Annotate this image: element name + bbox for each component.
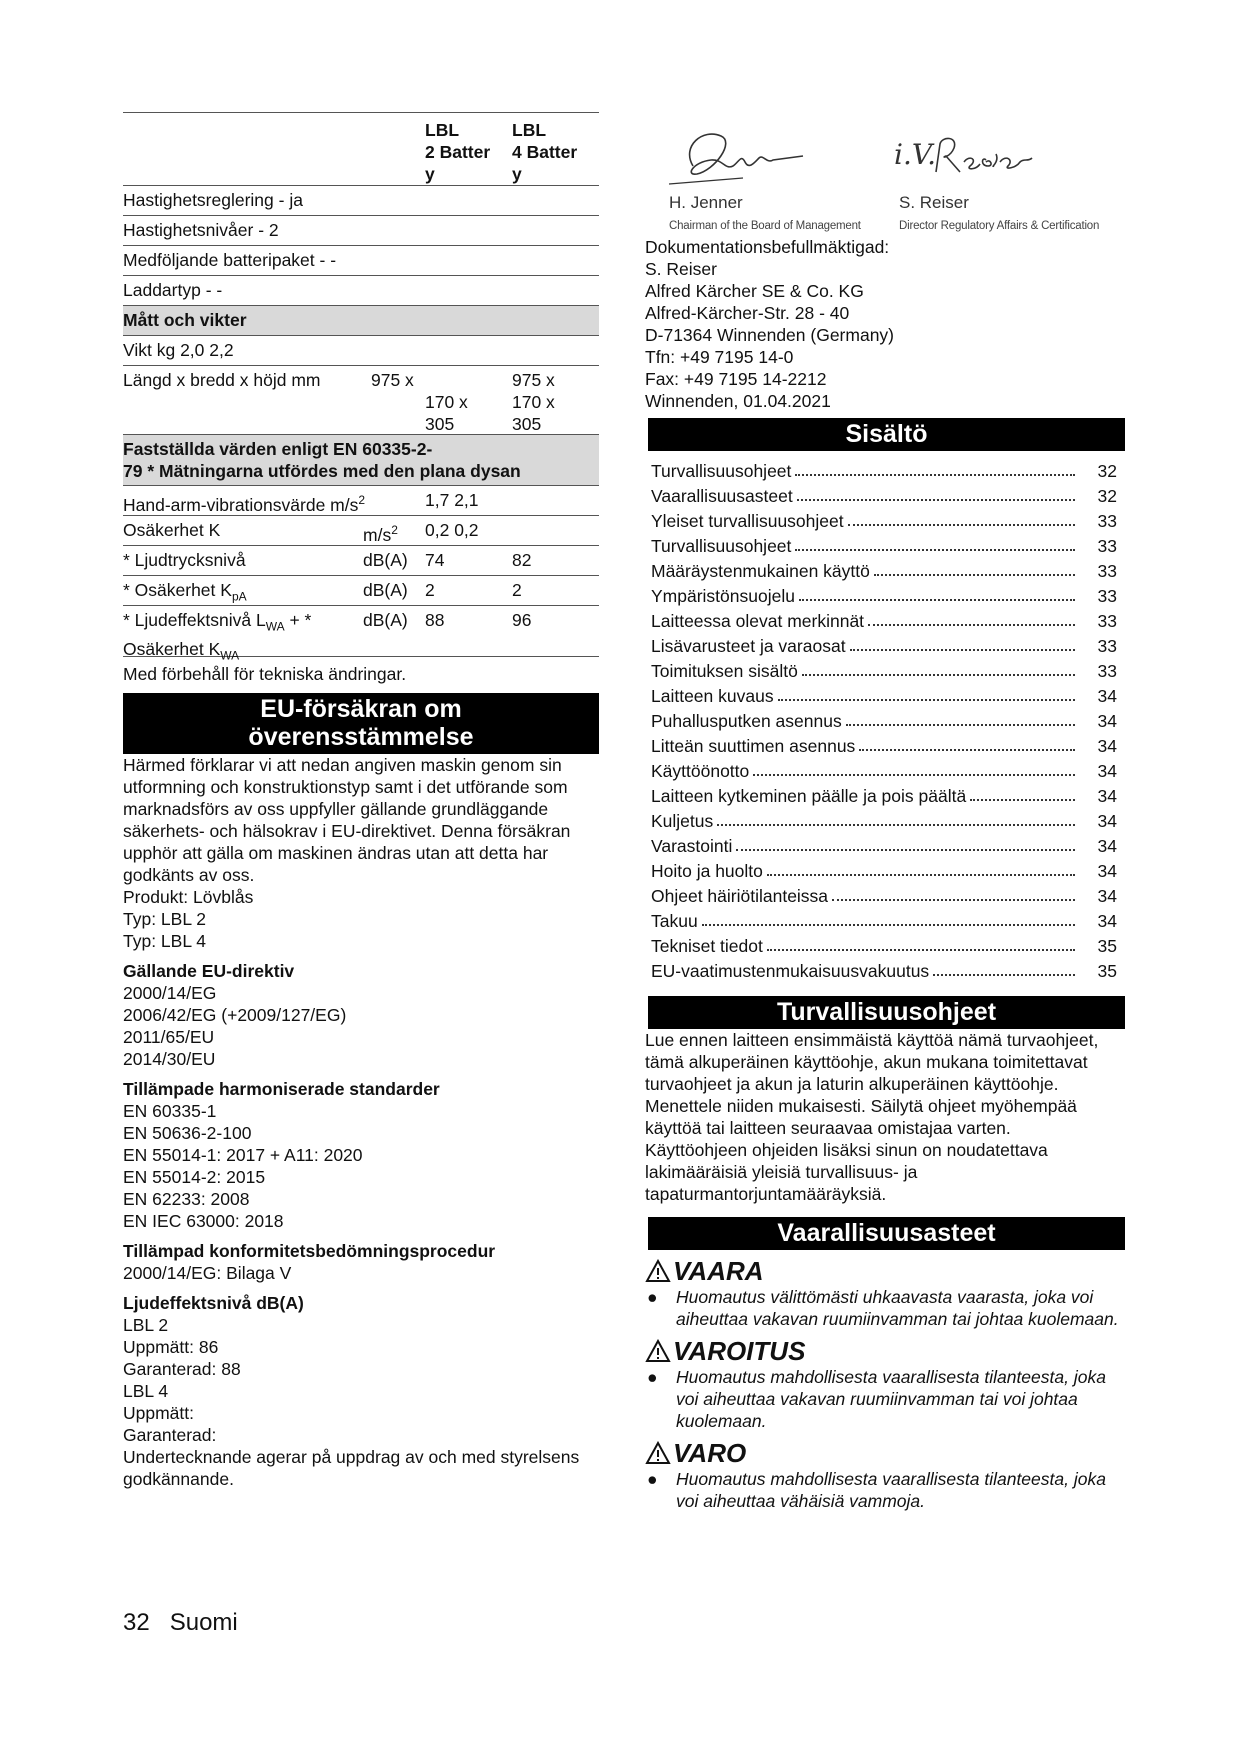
signature-title-1: Chairman of the Board of Management (669, 220, 861, 232)
standard-item: EN 50636-2-100 (123, 1123, 252, 1143)
toc-item[interactable]: Käyttöönotto 34 (651, 761, 1117, 781)
left-column (123, 112, 599, 1490)
signature-reiser-image: i.V. (894, 138, 937, 171)
hazard-heading-caution: VARO (645, 1438, 1125, 1468)
signoff-text: Undertecknande agerar på uppdrag av och med styrelsens godkännande. (123, 1447, 580, 1489)
signature-name-2: S. Reiser (899, 193, 969, 212)
sound-line: Garanterad: 88 (123, 1359, 241, 1379)
toc-item[interactable]: Varastointi 34 (651, 836, 1117, 856)
procedure-text: 2000/14/EG: Bilaga V (123, 1263, 292, 1283)
contact-line: Alfred Kärcher SE & Co. KG (645, 281, 864, 301)
signature-block (645, 112, 1125, 236)
footer-language: Suomi (169, 1609, 238, 1636)
table-row: Hastighetsreglering - ja (123, 186, 599, 216)
toc-item[interactable]: Puhallusputken asennus 34 (651, 711, 1117, 731)
spec-table (123, 112, 599, 685)
sound-line: Uppmätt: (123, 1403, 194, 1423)
safety-paragraph-1: Lue ennen laitteen ensimmäistä käyttöä nämä turvaohjeet, tämä alkuperäinen käyttöohje, akun mukana toimitettavat turvaohjeet ja akun ja laturin alkuperäinen käyttöohje. Menettele niiden mukaisesti. Säilytä ohjeet myöhempää käyttöä tai laitteen seuraavaa omistajaa varten. (645, 1030, 1099, 1138)
signature-title-2: Director Regulatory Affairs & Certification (899, 220, 1100, 232)
directive-item: 2006/42/EG (+2009/127/EG) (123, 1005, 347, 1025)
safety-paragraph-2: Käyttöohjeen ohjeiden lisäksi sinun on noudatettava lakimääräisiä yleisiä turvallisuus- ja tapaturmantorjuntamääräyksiä. (645, 1140, 1048, 1204)
contact-line: Winnenden, 01.04.2021 (645, 391, 831, 411)
spec-table-header (123, 112, 599, 186)
standard-item: EN 55014-1: 2017 + A11: 2020 (123, 1145, 363, 1165)
col-header-lbl2: LBL 2 Batter y (425, 120, 491, 184)
right-column (645, 112, 1125, 1512)
directive-item: 2014/30/EU (123, 1049, 216, 1069)
standard-item: EN IEC 63000: 2018 (123, 1211, 284, 1231)
sound-line: Uppmätt: 86 (123, 1337, 219, 1357)
hazard-text-danger: ● Huomautus välittömästi uhkaavasta vaarasta, joka voi aiheuttaa vakavan ruumiinvamman tai johtaa kuolemaan. (647, 1287, 1119, 1329)
table-row: Hastighetsnivåer - 2 (123, 216, 599, 246)
toc-item[interactable]: Laitteen kuvaus 34 (651, 686, 1117, 706)
toc-item[interactable]: Ohjeet häiriötilanteissa 34 (651, 886, 1117, 906)
contact-line: Dokumentationsbefullmäktigad: (645, 237, 890, 257)
warning-triangle-icon (645, 1259, 671, 1283)
procedure-heading: Tillämpad konformitetsbedömningsprocedur (123, 1241, 496, 1261)
contact-line: D-71364 Winnenden (Germany) (645, 325, 895, 345)
table-row: Hand-arm-vibrationsvärde $m/s^2$ 1,7 2,1 (123, 486, 599, 516)
contact-block (645, 236, 1125, 412)
sound-line: Garanterad: (123, 1425, 217, 1445)
page-footer (123, 1609, 238, 1636)
table-row: Vikt kg 2,0 2,2 (123, 336, 599, 366)
table-row: Osäkerhet K $m/s^2$ 0,2 0,2 (123, 516, 599, 546)
toc-item[interactable]: Tekniset tiedot 35 (651, 936, 1117, 956)
eu-intro: Härmed förklarar vi att nedan angiven maskin genom sin utformning och konstruktionstyp samt i det utförande som marknadsförs av oss uppfyller gällande grundläggande säkerhets- och hälsokrav i EU-direktivet. Denna försäkran upphör att gälla om maskinen ändras utan att detta har godkänts av oss. (123, 755, 571, 885)
contact-line: Alfred-Kärcher-Str. 28 - 40 (645, 303, 850, 323)
dim-lbl4: 975 x 170 x 305 (512, 370, 555, 434)
table-section-row: Mått och vikter (123, 306, 599, 336)
warning-triangle-icon (645, 1441, 671, 1465)
toc-item[interactable]: Ympäristönsuojelu 33 (651, 586, 1117, 606)
table-row: Medföljande batteripaket - - (123, 246, 599, 276)
hazard-heading-danger: VAARA (645, 1256, 1125, 1286)
directive-item: 2011/65/EU (123, 1027, 215, 1047)
toc-item[interactable]: Takuu 34 (651, 911, 1117, 931)
sound-heading: Ljudeffektsnivå dB(A) (123, 1293, 304, 1313)
toc-item[interactable]: Laitteen kytkeminen päälle ja pois päältä 34 (651, 786, 1117, 806)
dim-lbl2: 170 x 305 (425, 392, 468, 434)
table-row: * Ljudtrycksnivå dB(A) 74 82 (123, 546, 599, 576)
hazards-banner: Vaarallisuusasteet (648, 1217, 1125, 1250)
spec-note: Med förbehåll för tekniska ändringar. (123, 664, 407, 684)
signature-jenner-image (663, 126, 813, 188)
eu-declaration-banner: EU-försäkran om överensstämmelse (123, 693, 599, 754)
hazard-heading-warning: VAROITUS (645, 1336, 1125, 1366)
hazard-text-caution: ● Huomautus mahdollisesta vaarallisesta tilanteesta, joka voi aiheuttaa vähäisiä vammoja. (647, 1469, 1106, 1511)
toc-item[interactable]: Yleiset turvallisuusohjeet 33 (651, 511, 1117, 531)
toc-item[interactable]: Turvallisuusohjeet 32 (651, 461, 1117, 481)
eu-type-2: Typ: LBL 4 (123, 931, 207, 951)
toc-item[interactable]: Lisävarusteet ja varaosat 33 (651, 636, 1117, 656)
eu-product: Produkt: Lövblås (123, 887, 254, 907)
col-header-lbl4: LBL 4 Batter y (512, 120, 578, 184)
hazard-text-warning: ● Huomautus mahdollisesta vaarallisesta tilanteesta, joka voi aiheuttaa vakavan ruumiinvamman tai voi johtaa kuolemaan. (647, 1367, 1106, 1431)
page-number: 32 (123, 1609, 150, 1636)
measured-values-heading: Fastställda värden enligt EN 60335-2- 79 * Mätningarna utfördes med den plana dysan (123, 439, 521, 481)
toc-item[interactable]: Vaarallisuusasteet 32 (651, 486, 1117, 506)
signature-name-1: H. Jenner (669, 193, 743, 212)
table-row: Längd x bredd x höjd mm 975 x 170 x 305 975 x 170 x 305 (123, 366, 599, 435)
contact-line: Fax: +49 7195 14-2212 (645, 369, 827, 389)
table-row: * Ljudeffektsnivå $L_{WA}$ + * Osäkerhet $K_{WA}$ dB(A) 88 96 (123, 606, 599, 657)
directives-heading: Gällande EU-direktiv (123, 961, 295, 981)
standard-item: EN 62233: 2008 (123, 1189, 250, 1209)
contact-line: Tfn: +49 7195 14-0 (645, 347, 794, 367)
sound-line: LBL 4 (123, 1381, 169, 1401)
eu-type-1: Typ: LBL 2 (123, 909, 207, 929)
warning-triangle-icon (645, 1339, 671, 1363)
toc-banner: Sisältö (648, 418, 1125, 451)
contact-line: S. Reiser (645, 259, 717, 279)
directive-item: 2000/14/EG (123, 983, 217, 1003)
standard-item: EN 60335-1 (123, 1101, 217, 1121)
toc-item[interactable]: Turvallisuusohjeet 33 (651, 536, 1117, 556)
signature-reiser-image (930, 132, 1050, 180)
toc-item[interactable]: Toimituksen sisältö 33 (651, 661, 1117, 681)
standards-heading: Tillämpade harmoniserade standarder (123, 1079, 440, 1099)
toc-item[interactable]: Litteän suuttimen asennus 34 (651, 736, 1117, 756)
table-row: * Osäkerhet $K_{pA}$ dB(A) 2 2 (123, 576, 599, 606)
toc-item[interactable]: EU-vaatimustenmukaisuusvakuutus 35 (651, 961, 1117, 981)
toc-item[interactable]: Hoito ja huolto 34 (651, 861, 1117, 881)
standard-item: EN 55014-2: 2015 (123, 1167, 266, 1187)
sound-line: LBL 2 (123, 1315, 169, 1335)
toc-item[interactable]: Määräystenmukainen käyttö 33 (651, 561, 1117, 581)
toc-item[interactable]: Laitteessa olevat merkinnät 33 (651, 611, 1117, 631)
table-of-contents (645, 457, 1125, 982)
table-section-row (123, 435, 599, 486)
toc-item[interactable]: Kuljetus 34 (651, 811, 1117, 831)
safety-banner: Turvallisuusohjeet (648, 996, 1125, 1029)
table-row: Laddartyp - - (123, 276, 599, 306)
